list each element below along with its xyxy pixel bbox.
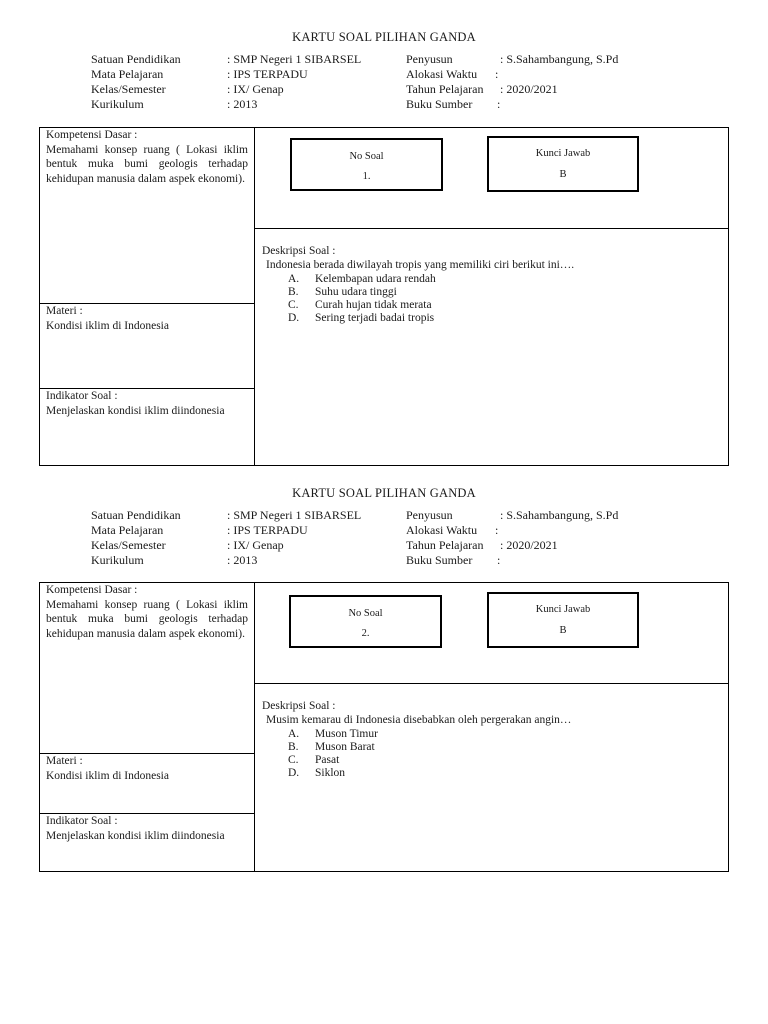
answer-option bbox=[288, 767, 345, 780]
kelas-value: : IX/ Genap bbox=[227, 538, 284, 552]
no-soal-value: 1. bbox=[362, 171, 371, 182]
deskripsi-label: Deskripsi Soal : bbox=[262, 245, 336, 257]
tahun-label: Tahun Pelajaran bbox=[406, 538, 484, 552]
answer-option bbox=[288, 741, 375, 754]
mapel-label: Mata Pelajaran bbox=[91, 67, 164, 81]
alokasi-label: Alokasi Waktu bbox=[406, 523, 478, 537]
mapel-value: : IPS TERPADU bbox=[227, 67, 308, 81]
indikator-label: Indikator Soal : bbox=[46, 390, 118, 402]
penyusun-label: Penyusun bbox=[406, 508, 453, 522]
satuan-value: : SMP Negeri 1 SIBARSEL bbox=[227, 52, 362, 66]
card-table bbox=[39, 127, 729, 466]
indikator-section bbox=[40, 814, 254, 871]
satuan-label: Satuan Pendidikan bbox=[91, 508, 181, 522]
option-text: Muson Barat bbox=[315, 741, 375, 753]
penyusun-label: Penyusun bbox=[406, 52, 453, 66]
kunci-jawab-box bbox=[487, 136, 639, 192]
card-meta bbox=[0, 52, 768, 112]
kurikulum-value: : 2013 bbox=[227, 97, 258, 111]
satuan-label: Satuan Pendidikan bbox=[91, 52, 181, 66]
alokasi-label: Alokasi Waktu bbox=[406, 67, 478, 81]
card-meta bbox=[0, 508, 768, 568]
no-soal-label: No Soal bbox=[349, 151, 384, 162]
penyusun-value: : S.Sahambangung, S.Pd bbox=[500, 52, 619, 66]
option-letter: D. bbox=[288, 767, 300, 779]
buku-value: : bbox=[497, 553, 501, 567]
option-letter: A. bbox=[288, 273, 300, 285]
answer-option bbox=[288, 286, 397, 299]
kompetensi-section bbox=[40, 128, 254, 303]
kompetensi-label: Kompetensi Dasar : bbox=[46, 584, 138, 596]
materi-text: Kondisi iklim di Indonesia bbox=[46, 319, 169, 332]
question-text: Musim kemarau di Indonesia disebabkan oleh pergerakan angin… bbox=[266, 714, 572, 726]
kelas-label: Kelas/Semester bbox=[91, 82, 166, 96]
indikator-section bbox=[40, 389, 254, 465]
option-letter: A. bbox=[288, 728, 300, 740]
option-text: Muson Timur bbox=[315, 728, 378, 740]
tahun-value: : 2020/2021 bbox=[500, 82, 558, 96]
answer-option bbox=[288, 299, 432, 312]
mapel-value: : IPS TERPADU bbox=[227, 523, 308, 537]
no-soal-label: No Soal bbox=[348, 608, 383, 619]
divider bbox=[255, 228, 729, 229]
question-card-1 bbox=[0, 30, 768, 470]
option-text: Pasat bbox=[315, 754, 340, 766]
card-title: KARTU SOAL PILIHAN GANDA bbox=[292, 30, 476, 44]
kunci-jawab-label: Kunci Jawab bbox=[535, 148, 591, 159]
option-text: Curah hujan tidak merata bbox=[315, 299, 432, 311]
penyusun-value: : S.Sahambangung, S.Pd bbox=[500, 508, 619, 522]
card-title: KARTU SOAL PILIHAN GANDA bbox=[292, 486, 476, 500]
kunci-jawab-value: B bbox=[559, 169, 567, 180]
kurikulum-label: Kurikulum bbox=[91, 97, 144, 111]
materi-section bbox=[40, 304, 254, 388]
indikator-text: Menjelaskan kondisi iklim diindonesia bbox=[46, 829, 225, 842]
kompetensi-text: Memahami konsep ruang ( Lokasi iklim bentuk muka bumi geologis terhadap kehidupan manusia dalam aspek ekonomi). bbox=[46, 598, 248, 640]
answer-option bbox=[288, 754, 339, 767]
option-text: Suhu udara tinggi bbox=[315, 286, 397, 298]
kunci-jawab-value: B bbox=[559, 625, 567, 636]
left-column bbox=[40, 128, 255, 465]
option-text: Sering terjadi badai tropis bbox=[315, 312, 435, 324]
option-letter: D. bbox=[288, 312, 300, 324]
kunci-jawab-label: Kunci Jawab bbox=[535, 604, 591, 615]
tahun-value: : 2020/2021 bbox=[500, 538, 558, 552]
answer-option bbox=[288, 273, 436, 286]
option-text: Siklon bbox=[315, 767, 346, 779]
option-text: Kelembapan udara rendah bbox=[315, 273, 436, 285]
alokasi-value: : bbox=[495, 523, 499, 537]
indikator-text: Menjelaskan kondisi iklim diindonesia bbox=[46, 404, 225, 417]
kelas-value: : IX/ Genap bbox=[227, 82, 284, 96]
option-letter: B. bbox=[288, 741, 299, 753]
buku-value: : bbox=[497, 97, 501, 111]
option-letter: B. bbox=[288, 286, 299, 298]
card-table bbox=[39, 582, 729, 872]
left-column bbox=[40, 583, 255, 871]
kurikulum-value: : 2013 bbox=[227, 553, 258, 567]
alokasi-value: : bbox=[495, 67, 499, 81]
no-soal-box bbox=[290, 138, 443, 191]
materi-label: Materi : bbox=[46, 305, 83, 317]
answer-option bbox=[288, 312, 434, 325]
satuan-value: : SMP Negeri 1 SIBARSEL bbox=[227, 508, 362, 522]
indikator-label: Indikator Soal : bbox=[46, 815, 118, 827]
kompetensi-section bbox=[40, 583, 254, 753]
option-letter: C. bbox=[288, 754, 299, 766]
no-soal-box bbox=[289, 595, 442, 648]
tahun-label: Tahun Pelajaran bbox=[406, 82, 484, 96]
answer-option bbox=[288, 728, 378, 741]
buku-label: Buku Sumber bbox=[406, 553, 473, 567]
mapel-label: Mata Pelajaran bbox=[91, 523, 164, 537]
deskripsi-label: Deskripsi Soal : bbox=[262, 700, 336, 712]
materi-label: Materi : bbox=[46, 755, 83, 767]
question-card-2 bbox=[0, 486, 768, 876]
materi-section bbox=[40, 754, 254, 813]
materi-text: Kondisi iklim di Indonesia bbox=[46, 769, 169, 782]
kurikulum-label: Kurikulum bbox=[91, 553, 144, 567]
question-text: Indonesia berada diwilayah tropis yang memiliki ciri berikut ini…. bbox=[266, 259, 575, 271]
divider bbox=[255, 683, 729, 684]
kompetensi-text: Memahami konsep ruang ( Lokasi iklim bentuk muka bumi geologis terhadap kehidupan manusia dalam aspek ekonomi). bbox=[46, 143, 248, 185]
kompetensi-label: Kompetensi Dasar : bbox=[46, 129, 138, 141]
buku-label: Buku Sumber bbox=[406, 97, 473, 111]
option-letter: C. bbox=[288, 299, 299, 311]
kunci-jawab-box bbox=[487, 592, 639, 648]
kelas-label: Kelas/Semester bbox=[91, 538, 166, 552]
no-soal-value: 2. bbox=[361, 628, 370, 639]
